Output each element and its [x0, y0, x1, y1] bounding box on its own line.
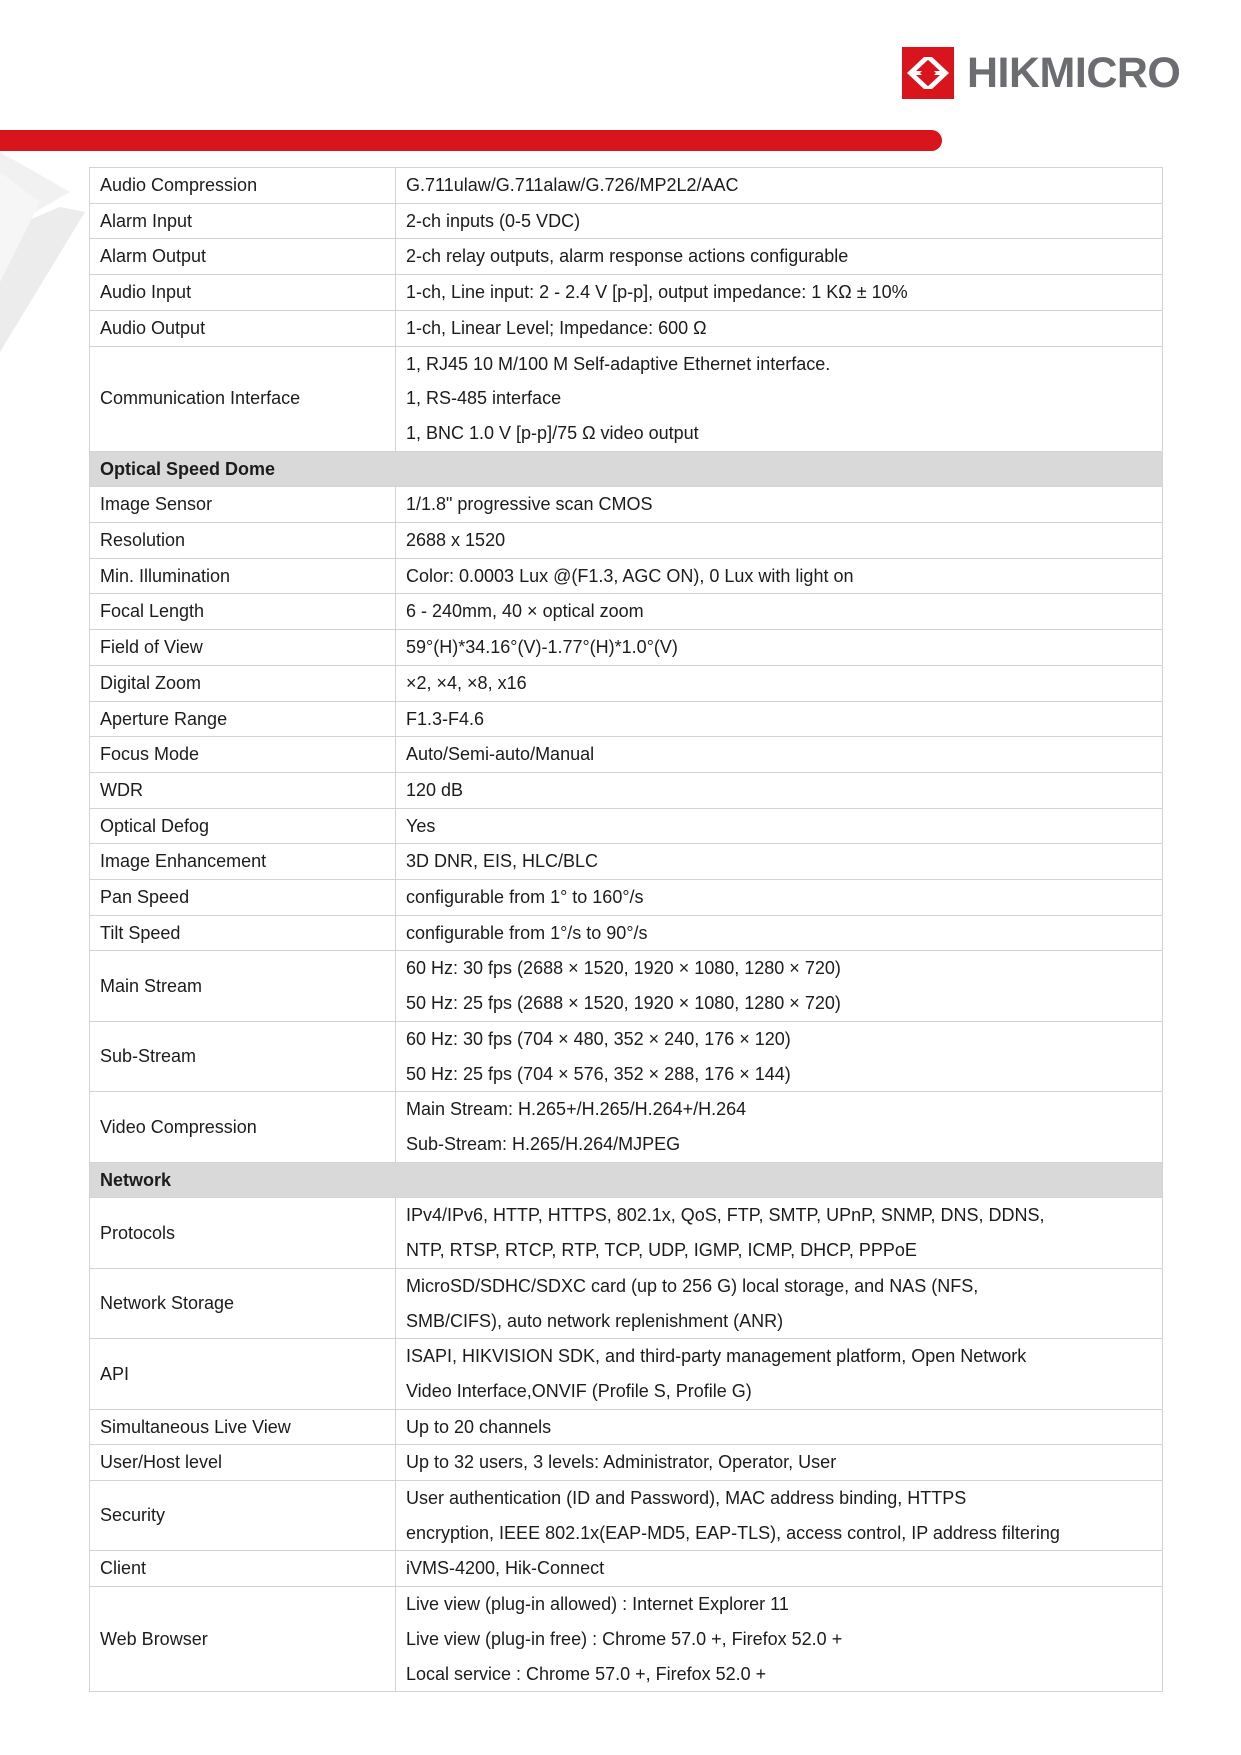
- spec-label: Protocols: [90, 1198, 396, 1268]
- spec-value-line: ×2, ×4, ×8, x16: [406, 672, 527, 693]
- header-accent-bar: [0, 130, 942, 151]
- spec-value: [396, 772, 1163, 808]
- spec-value-line: 1, RJ45 10 M/100 M Self-adaptive Ethernet interface.: [406, 353, 831, 374]
- spec-value-line: 3D DNR, EIS, HLC/BLC: [406, 851, 599, 872]
- spec-value: [396, 1268, 1163, 1338]
- spec-value: [396, 1092, 1163, 1162]
- section-title: Optical Speed Dome: [90, 451, 1163, 487]
- spec-value-line: Sub-Stream: H.265/H.264/MJPEG: [406, 1133, 681, 1154]
- spec-value: [396, 203, 1163, 239]
- spec-value-line: Color: 0.0003 Lux @(F1.3, AGC ON), 0 Lux with light on: [406, 565, 854, 586]
- spec-value: [396, 844, 1163, 880]
- spec-value: [396, 346, 1163, 451]
- spec-value: [396, 665, 1163, 701]
- decorative-background-shapes: [0, 152, 92, 402]
- spec-value-line: 6 - 240mm, 40 × optical zoom: [406, 601, 644, 622]
- spec-value: [396, 1409, 1163, 1445]
- spec-value-line: Auto/Semi-auto/Manual: [406, 744, 595, 765]
- spec-row: [90, 346, 1163, 451]
- spec-value-line: 59°(H)*34.16°(V)-1.77°(H)*1.0°(V): [406, 637, 678, 658]
- spec-value-line: encryption, IEEE 802.1x(EAP-MD5, EAP-TLS), access control, IP address filtering: [406, 1522, 1060, 1543]
- spec-row: [90, 1092, 1163, 1162]
- spec-label: Aperture Range: [90, 701, 396, 737]
- spec-label: Optical Defog: [90, 808, 396, 844]
- spec-value-line: 2-ch relay outputs, alarm response actions configurable: [406, 246, 849, 267]
- brand-name: HIKMICRO: [967, 49, 1181, 97]
- spec-value-line: IPv4/IPv6, HTTP, HTTPS, 802.1x, QoS, FTP, SMTP, UPnP, SNMP, DNS, DDNS,: [406, 1205, 1045, 1226]
- spec-value: [396, 239, 1163, 275]
- spec-value-line: Yes: [406, 815, 436, 836]
- spec-row: [90, 1198, 1163, 1268]
- spec-label: Alarm Output: [90, 239, 396, 275]
- spec-value-line: iVMS-4200, Hik-Connect: [406, 1558, 605, 1579]
- spec-row: [90, 1551, 1163, 1587]
- spec-value: [396, 880, 1163, 916]
- spec-value-line: Live view (plug-in free) : Chrome 57.0 +, Firefox 52.0 +: [406, 1628, 843, 1649]
- section-title: Network: [90, 1162, 1163, 1198]
- spec-value-line: 50 Hz: 25 fps (2688 × 1520, 1920 × 1080, 1280 × 720): [406, 993, 841, 1014]
- spec-value: [396, 1445, 1163, 1481]
- spec-row: [90, 1021, 1163, 1091]
- spec-label: Alarm Input: [90, 203, 396, 239]
- spec-value-line: SMB/CIFS), auto network replenishment (ANR): [406, 1310, 784, 1331]
- spec-value-line: Video Interface,ONVIF (Profile S, Profile G): [406, 1380, 752, 1401]
- spec-label: Communication Interface: [90, 346, 396, 451]
- spec-value-line: 60 Hz: 30 fps (2688 × 1520, 1920 × 1080, 1280 × 720): [406, 958, 841, 979]
- spec-row: [90, 951, 1163, 1021]
- spec-value-line: 1/1.8" progressive scan CMOS: [406, 494, 653, 515]
- spec-row: [90, 168, 1163, 204]
- spec-label: Audio Output: [90, 310, 396, 346]
- spec-value-line: 2688 x 1520: [406, 530, 506, 551]
- spec-row: [90, 1339, 1163, 1409]
- spec-label: Image Sensor: [90, 487, 396, 523]
- spec-value-line: 60 Hz: 30 fps (704 × 480, 352 × 240, 176 × 120): [406, 1028, 791, 1049]
- spec-row: [90, 558, 1163, 594]
- spec-value: [396, 1021, 1163, 1091]
- spec-row: [90, 487, 1163, 523]
- spec-value-line: G.711ulaw/G.711alaw/G.726/MP2L2/AAC: [406, 175, 739, 195]
- spec-value-line: ISAPI, HIKVISION SDK, and third-party management platform, Open Network: [406, 1346, 1027, 1367]
- spec-value: [396, 630, 1163, 666]
- spec-label: Sub-Stream: [90, 1021, 396, 1091]
- spec-label: Main Stream: [90, 951, 396, 1021]
- spec-row: [90, 915, 1163, 951]
- spec-value-line: User authentication (ID and Password), MAC address binding, HTTPS: [406, 1488, 967, 1509]
- spec-value-line: configurable from 1°/s to 90°/s: [406, 922, 648, 943]
- spec-value-line: 1-ch, Linear Level; Impedance: 600 Ω: [406, 317, 707, 338]
- spec-label: Simultaneous Live View: [90, 1409, 396, 1445]
- spec-value: [396, 1551, 1163, 1587]
- section-header-row: [90, 451, 1163, 487]
- spec-label: Pan Speed: [90, 880, 396, 916]
- spec-row: [90, 844, 1163, 880]
- spec-value: [396, 701, 1163, 737]
- spec-label: Resolution: [90, 523, 396, 559]
- spec-value: [396, 1481, 1163, 1551]
- spec-value: [396, 275, 1163, 311]
- spec-value-line: 2-ch inputs (0-5 VDC): [406, 210, 581, 231]
- spec-row: [90, 630, 1163, 666]
- hikmicro-logo-icon: [902, 47, 954, 99]
- spec-row: [90, 239, 1163, 275]
- spec-value-line: Local service : Chrome 57.0 +, Firefox 52.0 +: [406, 1663, 767, 1684]
- spec-label: Web Browser: [90, 1587, 396, 1692]
- spec-value-line: 50 Hz: 25 fps (704 × 576, 352 × 288, 176 × 144): [406, 1063, 791, 1084]
- spec-label: Tilt Speed: [90, 915, 396, 951]
- spec-value-line: Main Stream: H.265+/H.265/H.264+/H.264: [406, 1099, 747, 1120]
- spec-row: [90, 665, 1163, 701]
- spec-label: Network Storage: [90, 1268, 396, 1338]
- spec-value: [396, 915, 1163, 951]
- section-header-row: [90, 1162, 1163, 1198]
- spec-row: [90, 203, 1163, 239]
- spec-label: WDR: [90, 772, 396, 808]
- spec-row: [90, 701, 1163, 737]
- spec-value: [396, 523, 1163, 559]
- spec-value: [396, 558, 1163, 594]
- specification-table: [89, 167, 1163, 1692]
- spec-value: [396, 1198, 1163, 1268]
- spec-value-line: 120 dB: [406, 779, 464, 800]
- spec-label: Audio Input: [90, 275, 396, 311]
- spec-row: [90, 1409, 1163, 1445]
- spec-table-body: [90, 168, 1163, 1692]
- spec-row: [90, 1268, 1163, 1338]
- spec-label: Image Enhancement: [90, 844, 396, 880]
- spec-value-line: Live view (plug-in allowed) : Internet Explorer 11: [406, 1594, 789, 1615]
- spec-value: [396, 310, 1163, 346]
- spec-value-line: Up to 20 channels: [406, 1416, 552, 1437]
- spec-value-line: NTP, RTSP, RTCP, RTP, TCP, UDP, IGMP, ICMP, DHCP, PPPoE: [406, 1240, 917, 1261]
- spec-value-line: F1.3-F4.6: [406, 708, 485, 729]
- spec-label: Client: [90, 1551, 396, 1587]
- spec-value: [396, 594, 1163, 630]
- spec-value: [396, 951, 1163, 1021]
- spec-value: [396, 487, 1163, 523]
- spec-label: Field of View: [90, 630, 396, 666]
- spec-row: [90, 772, 1163, 808]
- spec-value: [396, 1587, 1163, 1692]
- spec-row: [90, 523, 1163, 559]
- spec-label: Digital Zoom: [90, 665, 396, 701]
- spec-row: [90, 808, 1163, 844]
- spec-row: [90, 1481, 1163, 1551]
- spec-value: [396, 1339, 1163, 1409]
- spec-row: [90, 1445, 1163, 1481]
- spec-value-line: 1, RS-485 interface: [406, 388, 562, 409]
- spec-value-line: 1-ch, Line input: 2 - 2.4 V [p-p], output impedance: 1 KΩ ± 10%: [406, 282, 908, 303]
- spec-label: Security: [90, 1481, 396, 1551]
- spec-label: Video Compression: [90, 1092, 396, 1162]
- spec-value-line: configurable from 1° to 160°/s: [406, 887, 644, 908]
- spec-label: Min. Illumination: [90, 558, 396, 594]
- spec-value: [396, 737, 1163, 773]
- spec-row: [90, 310, 1163, 346]
- spec-value: [396, 808, 1163, 844]
- spec-label: Focus Mode: [90, 737, 396, 773]
- spec-value-line: Up to 32 users, 3 levels: Administrator, Operator, User: [406, 1452, 837, 1473]
- spec-row: [90, 737, 1163, 773]
- spec-row: [90, 275, 1163, 311]
- spec-value-line: MicroSD/SDHC/SDXC card (up to 256 G) local storage, and NAS (NFS,: [406, 1275, 979, 1296]
- spec-value: [396, 168, 1163, 204]
- spec-row: [90, 880, 1163, 916]
- spec-label: Focal Length: [90, 594, 396, 630]
- spec-value-line: 1, BNC 1.0 V [p-p]/75 Ω video output: [406, 422, 699, 443]
- spec-label: Audio Compression: [90, 168, 396, 204]
- brand-logo: [902, 46, 1180, 100]
- spec-row: [90, 594, 1163, 630]
- spec-label: API: [90, 1339, 396, 1409]
- spec-row: [90, 1587, 1163, 1692]
- spec-label: User/Host level: [90, 1445, 396, 1481]
